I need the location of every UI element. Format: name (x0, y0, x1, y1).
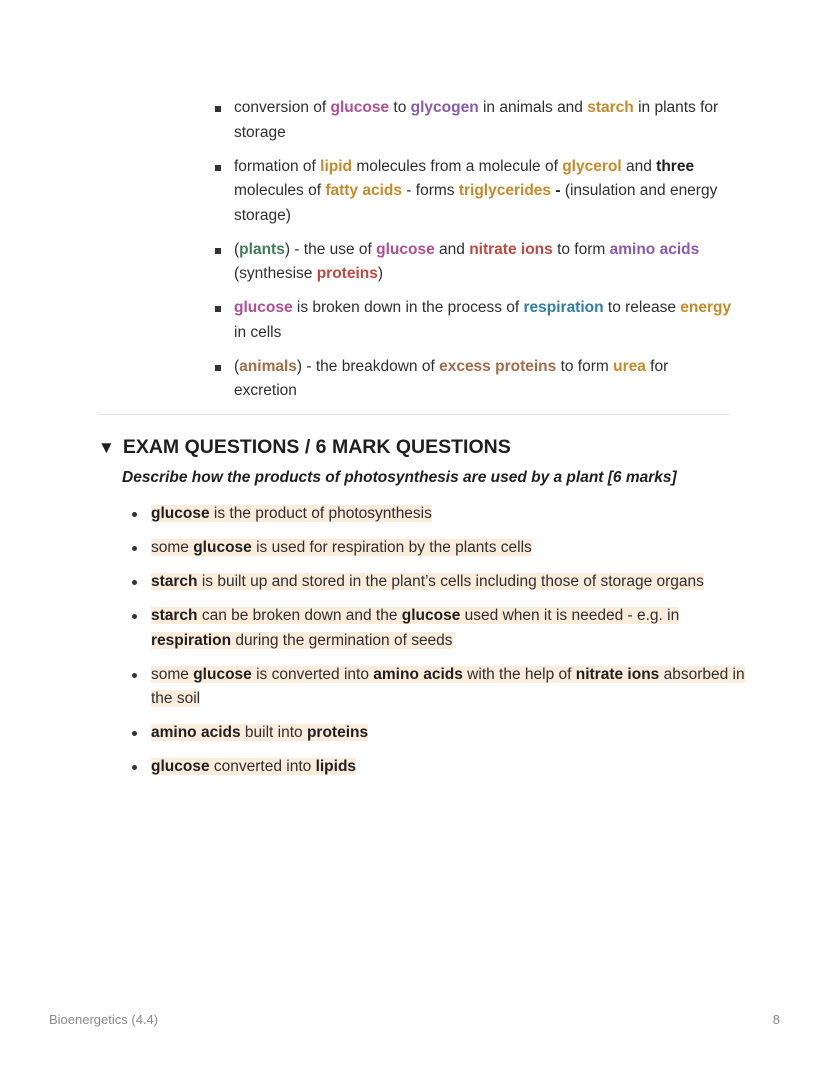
square-bullet-icon (215, 248, 221, 254)
keyword: fatty acids (325, 182, 402, 199)
text-segment: during the germination of seeds (231, 631, 453, 649)
highlighted-answer (151, 724, 368, 741)
exam-heading: EXAM QUESTIONS / 6 MARK QUESTIONS (122, 436, 511, 458)
text-segment: to release (603, 299, 681, 316)
text-segment: ) (377, 265, 384, 282)
keyword: starch (587, 99, 634, 116)
bold-term: amino acids (151, 724, 241, 741)
text-segment: in animals and (478, 99, 588, 116)
bold-term: glucose (151, 505, 210, 522)
text-segment: to form (556, 357, 614, 375)
bullet-icon (132, 731, 137, 736)
text-segment: ) - the breakdown of (296, 357, 440, 375)
exam-question: Describe how the products of photosynthesis are used by a plant [6 marks] (122, 469, 677, 486)
text-segment: - forms (402, 182, 459, 199)
keyword: respiration (523, 299, 604, 316)
square-bullet-icon (215, 106, 221, 112)
text-segment: ) - the use of (284, 240, 377, 258)
keyword: energy (680, 299, 732, 316)
text-segment: is converted into (251, 665, 374, 683)
keyword: amino acids (609, 240, 700, 258)
keyword: urea (613, 357, 646, 375)
answer-list-item (132, 721, 752, 746)
text-segment: used when it is needed - e.g. in (460, 607, 680, 624)
text-segment: and (621, 157, 657, 175)
bullet-icon (132, 765, 137, 770)
toggle-triangle-icon[interactable]: ▼ (98, 437, 115, 457)
keyword: plants (239, 240, 285, 258)
square-bullet-icon (215, 306, 221, 312)
keyword: animals (239, 357, 297, 375)
highlighted-answer (151, 505, 432, 522)
bold-term: proteins (306, 724, 369, 741)
text-segment: is built up and stored in the plant’s cells including those of storage organs (197, 573, 704, 590)
answer-list-item (132, 570, 752, 595)
text-segment: with the help of (462, 665, 576, 683)
bold-term: glucose (151, 758, 210, 775)
text-segment: to form (552, 240, 610, 258)
text-segment: ( (234, 240, 240, 258)
answer-list (132, 502, 752, 789)
bold-term: nitrate ions (575, 665, 660, 683)
highlighted-answer (151, 758, 356, 775)
answer-list-item (132, 755, 752, 780)
text-segment: (synthesise (234, 265, 317, 282)
highlighted-answer (151, 573, 704, 590)
bullet-icon (132, 512, 137, 517)
bold-term: starch (151, 573, 198, 590)
text-segment: is the product of photosynthesis (209, 505, 432, 522)
answer-list-item (132, 536, 752, 561)
page-number: 8 (772, 1012, 780, 1027)
answer-list-item (132, 502, 752, 527)
highlighted-answer (151, 666, 745, 708)
square-bullet-icon (215, 165, 221, 171)
keyword: glucose (376, 240, 435, 258)
keyword: glycerol (562, 157, 622, 175)
text-segment: built into (240, 724, 307, 741)
text-segment: some (151, 539, 194, 556)
text-segment: ( (234, 357, 240, 375)
bullet-icon (132, 580, 137, 585)
text-segment: to (389, 99, 411, 116)
bold-term: glucose (401, 607, 461, 624)
process-list-item (214, 355, 734, 404)
keyword: glucose (330, 99, 390, 116)
text-segment: conversion of (234, 99, 331, 116)
text-segment: (insulation and energy storage) (234, 182, 718, 224)
square-bullet-icon (215, 365, 221, 371)
text-segment: absorbed in the soil (151, 665, 745, 707)
process-list-item (214, 296, 734, 345)
bullet-icon (132, 614, 137, 619)
bold-term: lipids (315, 758, 357, 775)
keyword: - (555, 182, 561, 199)
text-segment: is used for respiration by the plants cells (251, 539, 532, 556)
text-segment: for excretion (234, 357, 669, 399)
keyword: nitrate ions (469, 240, 553, 258)
bold-term: amino acids (373, 665, 463, 683)
process-list-item (214, 238, 734, 287)
bold-term: respiration (151, 631, 232, 649)
bold-term: glucose (193, 539, 252, 556)
bullet-icon (132, 673, 137, 678)
keyword: triglycerides (458, 182, 552, 199)
process-list-item (214, 155, 734, 229)
keyword: three (656, 157, 695, 175)
text-segment: molecules from a molecule of (352, 157, 563, 175)
keyword: lipid (320, 157, 353, 175)
text-segment: in cells (234, 323, 282, 341)
keyword: excess proteins (439, 357, 557, 375)
process-list-item (214, 96, 734, 145)
text-segment: can be broken down and the (197, 607, 402, 624)
text-segment: is broken down in the process of (292, 299, 524, 316)
highlighted-answer (151, 607, 679, 649)
keyword: glycogen (410, 99, 479, 116)
text-segment: molecules of (234, 182, 326, 199)
footer-title: Bioenergetics (4.4) (49, 1012, 159, 1027)
bold-term: glucose (193, 665, 252, 683)
answer-list-item (132, 604, 752, 653)
text-segment: formation of (234, 157, 321, 175)
highlighted-answer (151, 539, 532, 556)
exam-toggle[interactable] (98, 436, 511, 459)
bullet-icon (132, 546, 137, 551)
text-segment: converted into (209, 758, 316, 775)
answer-list-item (132, 663, 752, 712)
text-segment: and (434, 240, 470, 258)
text-segment: in plants for storage (234, 99, 719, 141)
keyword: proteins (316, 265, 378, 282)
keyword: glucose (234, 299, 293, 316)
text-segment: some (151, 665, 194, 683)
bold-term: starch (151, 607, 198, 624)
process-list (214, 96, 734, 413)
divider (98, 414, 730, 415)
